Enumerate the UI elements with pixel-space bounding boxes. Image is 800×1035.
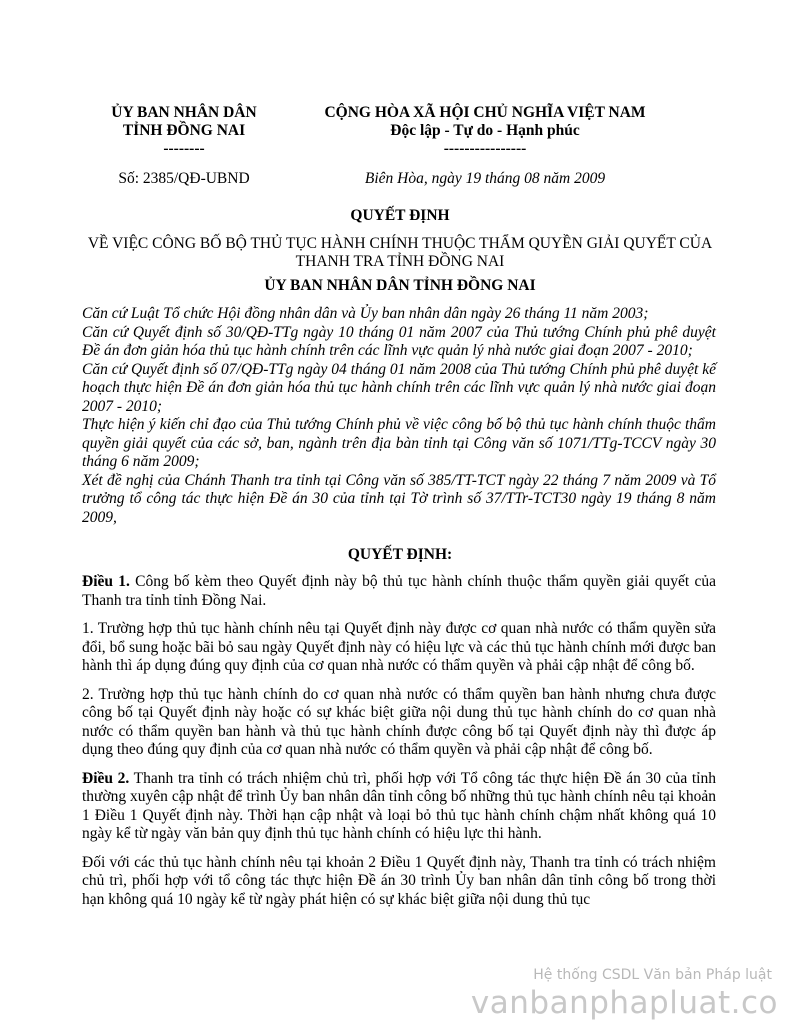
clause-2: 2. Trường hợp thủ tục hành chính do cơ quan nhà nước có thẩm quyền ban hành nhưng chưa được công bố tại Quyết định này hoặc có sự khác biệt giữa nội dung thủ tục hành chính do cơ quan nhà nước có thẩm quyền ban hành và thủ tục hành chính được công bố tại Quyết định này thì được áp dụng theo đúng quy định của cơ quan nhà nước có thẩm quyền và phải cập nhật để công bố. xyxy=(82,685,716,758)
document-number: Số: 2385/QĐ-UBND xyxy=(118,170,250,187)
basis-item: Thực hiện ý kiến chỉ đạo của Thủ tướng Chính phủ về việc công bố bộ thủ tục hành chính thuộc thẩm quyền giải quyết của các sở, ban, ngành trên địa bàn tỉnh tại Công văn số 1071/TTg-TCCV ngày 30 tháng 6 năm 2009; xyxy=(82,416,716,470)
issuer-rule: -------- xyxy=(163,140,205,157)
article-2-text: Thanh tra tỉnh có trách nhiệm chủ trì, phối hợp với Tổ công tác thực hiện Đề án 30 của tỉnh thường xuyên cập nhật để trình Ủy ban nhân dân tỉnh công bố những thủ tục hành chính nêu tại khoản 1 Điều 1 Quyết định này. Thời hạn cập nhật và loại bỏ thủ tục hành chính chậm nhất không quá 10 ngày kể từ ngày văn bản quy định thủ tục hành chính có hiệu lực thi hành. xyxy=(82,769,716,842)
article-2 xyxy=(82,770,716,844)
issuer-block xyxy=(84,104,284,188)
decision-body xyxy=(82,573,716,919)
article-2-label: Điều 2. xyxy=(82,769,130,787)
article-2-paragraph-2: Đối với các thủ tục hành chính nêu tại khoản 2 Điều 1 Quyết định này, Thanh tra tỉnh có trách nhiệm chủ trì, phối hợp với tổ công tác thực hiện Đề án 30 trình Ủy ban nhân dân tỉnh công bố trong thời hạn không quá 10 ngày kể từ ngày phát hiện có sự khác biệt giữa nội dung thủ tục xyxy=(82,853,716,908)
document-date: Biên Hòa, ngày 19 tháng 08 năm 2009 xyxy=(364,170,606,187)
decision-heading: QUYẾT ĐỊNH: xyxy=(347,546,453,563)
national-motto-block xyxy=(300,104,670,188)
motto-rule: ---------------- xyxy=(443,140,527,157)
issuing-authority: ỦY BAN NHÂN DÂN TỈNH ĐỒNG NAI xyxy=(264,277,536,294)
issuer-name: ỦY BAN NHÂN DÂN xyxy=(111,104,257,121)
watermark-site: vanbanphapluat.co xyxy=(470,985,778,1021)
country-name: CỘNG HÒA XÃ HỘI CHỦ NGHĨA VIỆT NAM xyxy=(324,104,646,121)
article-1-label: Điều 1. xyxy=(82,573,130,590)
article-1-text: Công bố kèm theo Quyết định này bộ thủ tục hành chính thuộc thẩm quyền giải quyết của Thanh tra tỉnh tỉnh Đồng Nai. xyxy=(82,573,717,609)
document-title: QUYẾT ĐỊNH xyxy=(350,207,450,224)
watermark-caption: Hệ thống CSDL Văn bản Pháp luật xyxy=(533,967,772,983)
legal-basis xyxy=(82,305,716,527)
motto: Độc lập - Tự do - Hạnh phúc xyxy=(390,122,580,139)
basis-item: Căn cứ Quyết định số 30/QĐ-TTg ngày 10 tháng 01 năm 2007 của Thủ tướng Chính phủ phê duyệt Đề án đơn giản hóa thủ tục hành chính trên các lĩnh vực quản lý nhà nước giai đoạn 2007 - 2010; xyxy=(82,323,716,359)
basis-item: Căn cứ Luật Tổ chức Hội đồng nhân dân và Ủy ban nhân dân ngày 26 tháng 11 năm 2003; xyxy=(82,305,649,322)
article-1 xyxy=(82,573,716,610)
basis-item: Xét đề nghị của Chánh Thanh tra tỉnh tại Công văn số 385/TT-TCT ngày 22 tháng 7 năm 2009 và Tổ trưởng tổ công tác thực hiện Đề án 30 của tỉnh tại Tờ trình số 37/TTr-TCT30 ngày 19 tháng 8 năm 2009, xyxy=(82,471,716,526)
clause-1: 1. Trường hợp thủ tục hành chính nêu tại Quyết định này được cơ quan nhà nước có thẩm quyền sửa đổi, bổ sung hoặc bãi bỏ sau ngày Quyết định này có hiệu lực và các thủ tục hành chính mới được ban hành thì áp dụng đúng quy định của cơ quan nhà nước có thẩm quyền và phải cập nhật để công bố. xyxy=(82,620,716,674)
document-subtitle: VỀ VIỆC CÔNG BỐ BỘ THỦ TỤC HÀNH CHÍNH THUỘC THẨM QUYỀN GIẢI QUYẾT CỦA THANH TRA TỈNH ĐỒNG NAI xyxy=(87,235,713,270)
basis-item: Căn cứ Quyết định số 07/QĐ-TTg ngày 04 tháng 01 năm 2008 của Thủ tướng Chính phủ phê duyệt kế hoạch thực hiện Đề án đơn giản hóa thủ tục hành chính trên các lĩnh vực quản lý nhà nước giai đoạn 2007 - 2010; xyxy=(82,360,716,415)
issuer-province: TỈNH ĐỒNG NAI xyxy=(122,122,246,139)
